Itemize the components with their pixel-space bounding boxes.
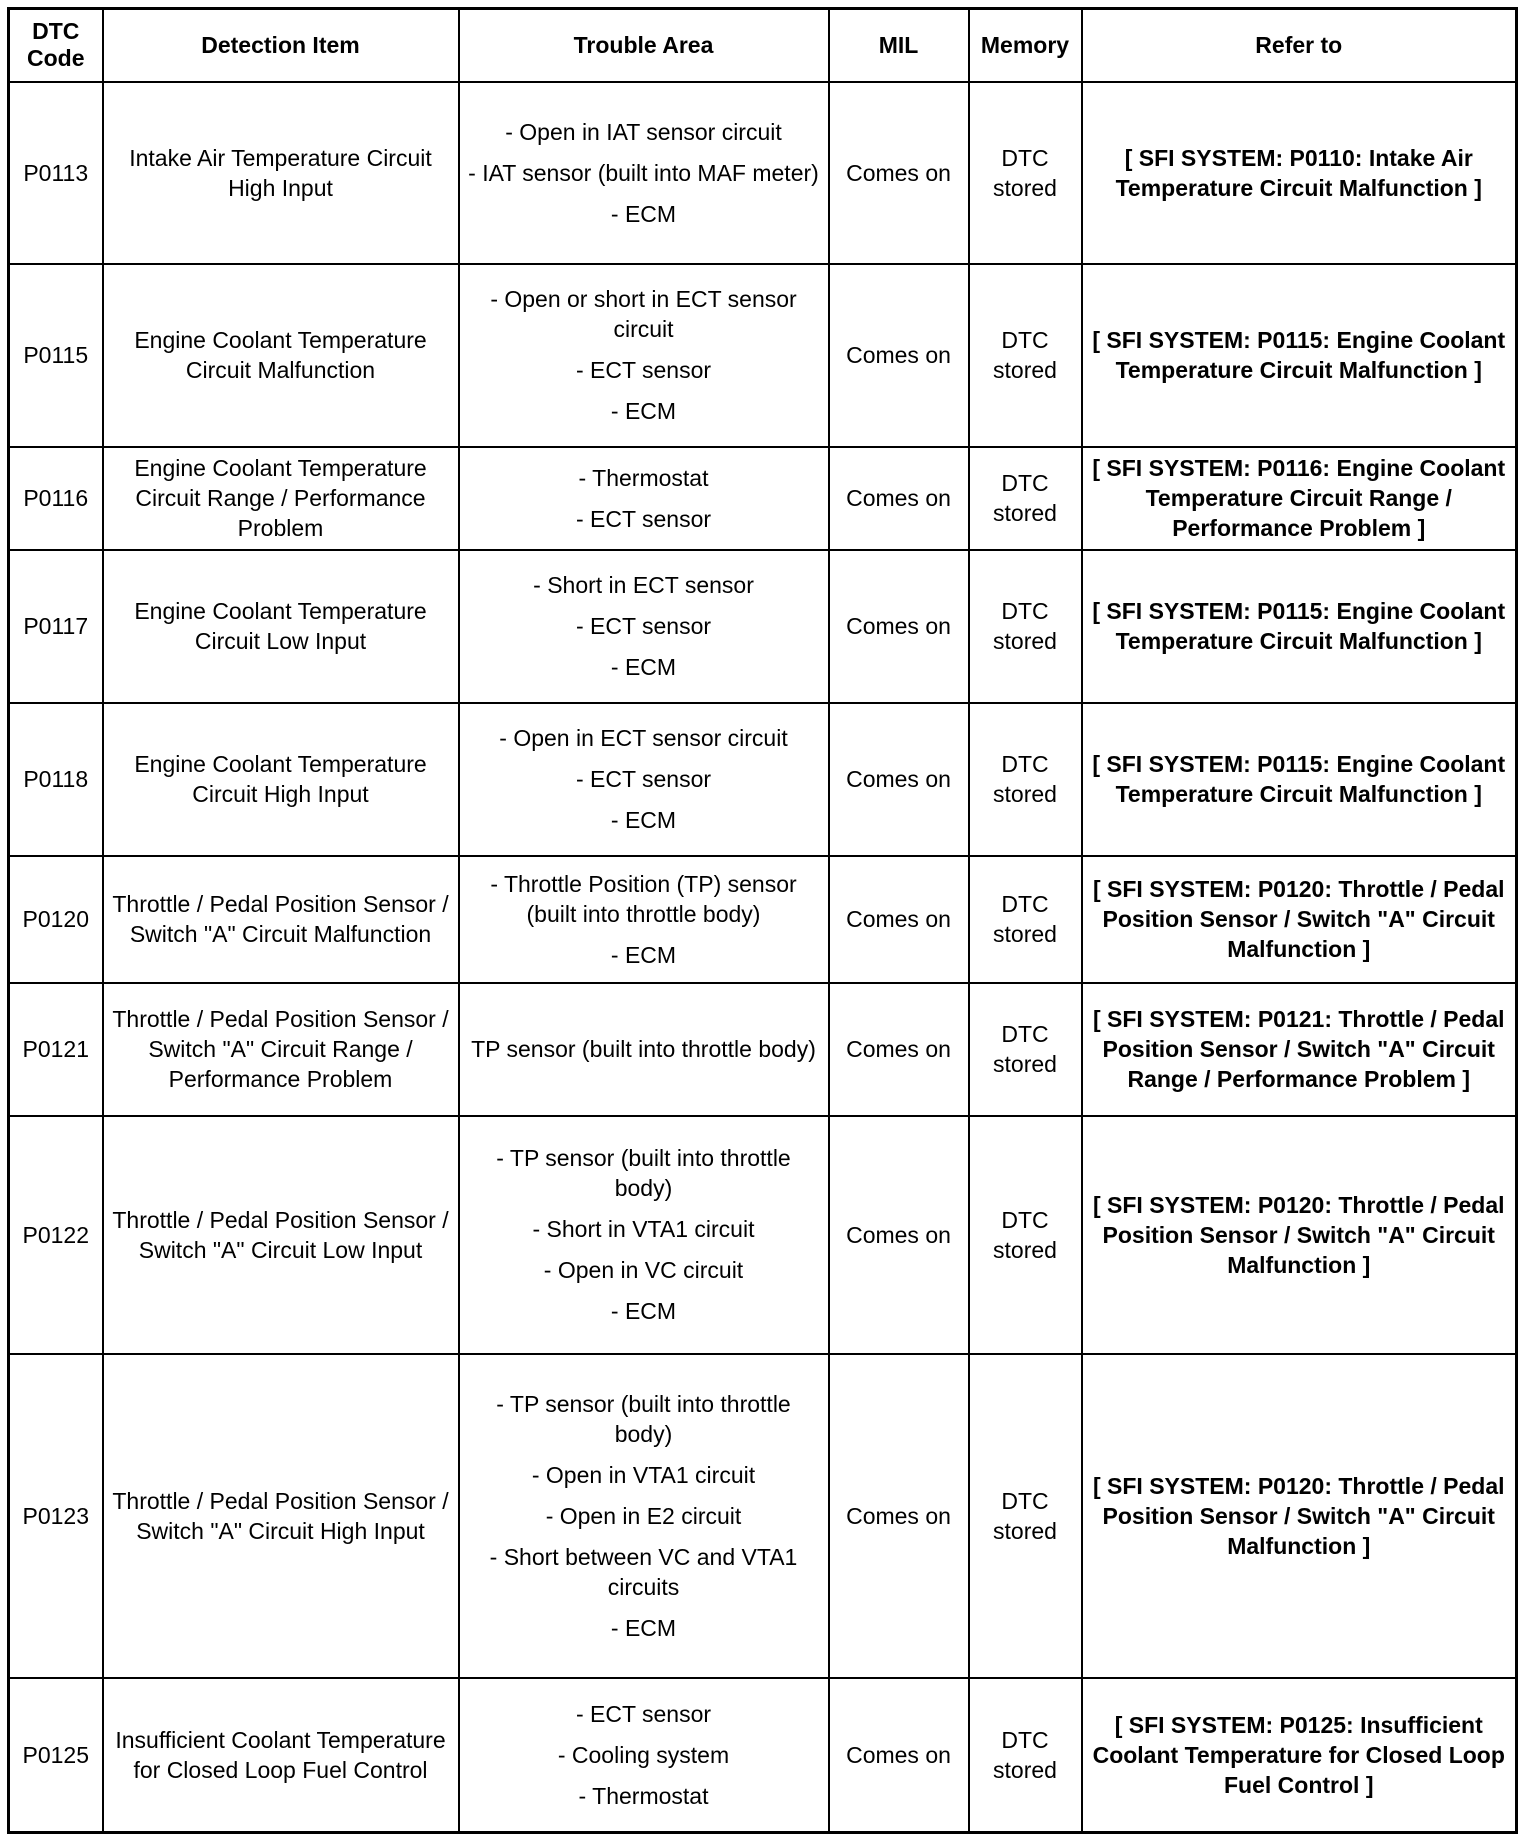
detection-item-cell: Engine Coolant Temperature Circuit Range / Performance Problem — [103, 447, 459, 550]
trouble-area-item: - ECM — [610, 941, 677, 968]
trouble-area-item: - Throttle Position (TP) sensor (built into throttle body) — [490, 870, 797, 927]
table-row — [9, 550, 1517, 703]
trouble-area-item: - Open in VC circuit — [543, 1257, 744, 1283]
detection-item-cell: Throttle / Pedal Position Sensor / Switch "A" Circuit Low Input — [103, 1116, 459, 1354]
trouble-area-item: - ECT sensor — [575, 357, 712, 383]
refer-to-cell: [ SFI SYSTEM: P0120: Throttle / Pedal Position Sensor / Switch "A" Circuit Malfunction ] — [1082, 1116, 1517, 1354]
detection-item-cell: Throttle / Pedal Position Sensor / Switch "A" Circuit Range / Performance Problem — [103, 983, 459, 1116]
trouble-area-item: - ECM — [610, 807, 677, 833]
mil-cell: Comes on — [829, 983, 969, 1116]
trouble-area-item: - ECM — [610, 1298, 677, 1324]
memory-cell: DTC stored — [969, 983, 1082, 1116]
trouble-area-item: - ECT sensor — [575, 613, 712, 639]
detection-item-cell: Engine Coolant Temperature Circuit High Input — [103, 703, 459, 856]
trouble-area-item: - Thermostat — [578, 1782, 709, 1809]
dtc-code-cell: P0120 — [9, 856, 103, 983]
trouble-area-item: - ECM — [610, 654, 677, 680]
refer-to-cell: [ SFI SYSTEM: P0115: Engine Coolant Temperature Circuit Malfunction ] — [1082, 550, 1517, 703]
trouble-area-cell — [459, 82, 829, 264]
dtc-code-cell: P0122 — [9, 1116, 103, 1354]
memory-cell: DTC stored — [969, 1354, 1082, 1678]
trouble-area-item: - Open or short in ECT sensor circuit — [490, 286, 797, 342]
table-row — [9, 983, 1517, 1116]
trouble-area-cell — [459, 1116, 829, 1354]
trouble-area-cell — [459, 264, 829, 447]
table-row — [9, 264, 1517, 447]
memory-cell: DTC stored — [969, 264, 1082, 447]
mil-cell: Comes on — [829, 447, 969, 550]
trouble-area-cell — [459, 703, 829, 856]
mil-cell: Comes on — [829, 1116, 969, 1354]
mil-cell: Comes on — [829, 856, 969, 983]
table-row — [9, 1354, 1517, 1678]
trouble-area-item: - ECT sensor — [575, 766, 712, 792]
trouble-area-item: - ECT sensor — [575, 505, 712, 532]
trouble-area-item: TP sensor (built into throttle body) — [471, 1036, 816, 1062]
dtc-table — [7, 7, 1518, 1834]
trouble-area-cell — [459, 447, 829, 550]
trouble-area-item: - ECM — [610, 398, 677, 424]
detection-item-cell: Intake Air Temperature Circuit High Input — [103, 82, 459, 264]
trouble-area-item: - TP sensor (built into throttle body) — [496, 1145, 791, 1201]
detection-item-cell: Throttle / Pedal Position Sensor / Switch "A" Circuit Malfunction — [103, 856, 459, 983]
trouble-area-cell — [459, 983, 829, 1116]
refer-to-cell: [ SFI SYSTEM: P0115: Engine Coolant Temperature Circuit Malfunction ] — [1082, 264, 1517, 447]
trouble-area-item: - Short in ECT sensor — [533, 572, 754, 598]
memory-cell: DTC stored — [969, 447, 1082, 550]
header-refer-to: Refer to — [1082, 9, 1517, 82]
refer-to-cell: [ SFI SYSTEM: P0110: Intake Air Temperature Circuit Malfunction ] — [1082, 82, 1517, 264]
dtc-code-cell: P0113 — [9, 82, 103, 264]
trouble-area-cell — [459, 1678, 829, 1833]
dtc-code-cell: P0125 — [9, 1678, 103, 1833]
header-memory: Memory — [969, 9, 1082, 82]
header-mil: MIL — [829, 9, 969, 82]
trouble-area-item: - Open in VTA1 circuit — [531, 1461, 756, 1488]
detection-item-cell: Throttle / Pedal Position Sensor / Switch "A" Circuit High Input — [103, 1354, 459, 1678]
memory-cell: DTC stored — [969, 856, 1082, 983]
mil-cell: Comes on — [829, 82, 969, 264]
dtc-code-cell: P0121 — [9, 983, 103, 1116]
table-row — [9, 856, 1517, 983]
memory-cell: DTC stored — [969, 1678, 1082, 1833]
dtc-code-cell: P0123 — [9, 1354, 103, 1678]
table-body — [9, 82, 1517, 1833]
detection-item-cell: Engine Coolant Temperature Circuit Low Input — [103, 550, 459, 703]
trouble-area-item: - Thermostat — [578, 464, 709, 491]
mil-cell: Comes on — [829, 1678, 969, 1833]
refer-to-cell: [ SFI SYSTEM: P0120: Throttle / Pedal Position Sensor / Switch "A" Circuit Malfunction ] — [1082, 856, 1517, 983]
mil-cell: Comes on — [829, 550, 969, 703]
trouble-area-cell — [459, 550, 829, 703]
dtc-code-cell: P0117 — [9, 550, 103, 703]
trouble-area-item: - ECT sensor — [575, 1700, 712, 1727]
mil-cell: Comes on — [829, 703, 969, 856]
trouble-area-item: - TP sensor (built into throttle body) — [496, 1390, 791, 1447]
header-trouble-area: Trouble Area — [459, 9, 829, 82]
trouble-area-cell — [459, 1354, 829, 1678]
memory-cell: DTC stored — [969, 703, 1082, 856]
trouble-area-item: - Open in ECT sensor circuit — [499, 725, 788, 751]
table-row — [9, 703, 1517, 856]
refer-to-cell: [ SFI SYSTEM: P0120: Throttle / Pedal Position Sensor / Switch "A" Circuit Malfunction ] — [1082, 1354, 1517, 1678]
refer-to-cell: [ SFI SYSTEM: P0121: Throttle / Pedal Position Sensor / Switch "A" Circuit Range / Performance Problem ] — [1082, 983, 1517, 1116]
header-detection-item: Detection Item — [103, 9, 459, 82]
trouble-area-item: - Short in VTA1 circuit — [532, 1216, 755, 1242]
dtc-code-cell: P0118 — [9, 703, 103, 856]
trouble-area-item: - Short between VC and VTA1 circuits — [489, 1543, 798, 1600]
trouble-area-item: - ECM — [610, 200, 677, 227]
refer-to-cell: [ SFI SYSTEM: P0125: Insufficient Coolant Temperature for Closed Loop Fuel Control ] — [1082, 1678, 1517, 1833]
trouble-area-item: - IAT sensor (built into MAF meter) — [468, 159, 819, 186]
trouble-area-cell — [459, 856, 829, 983]
detection-item-cell: Engine Coolant Temperature Circuit Malfunction — [103, 264, 459, 447]
dtc-code-cell: P0115 — [9, 264, 103, 447]
detection-item-cell: Insufficient Coolant Temperature for Closed Loop Fuel Control — [103, 1678, 459, 1833]
memory-cell: DTC stored — [969, 550, 1082, 703]
memory-cell: DTC stored — [969, 82, 1082, 264]
trouble-area-item: - Open in IAT sensor circuit — [505, 118, 782, 145]
table-row — [9, 1678, 1517, 1833]
header-row — [9, 9, 1517, 82]
refer-to-cell: [ SFI SYSTEM: P0115: Engine Coolant Temperature Circuit Malfunction ] — [1082, 703, 1517, 856]
table-row — [9, 82, 1517, 264]
header-dtc-code: DTC Code — [9, 9, 103, 82]
table-row — [9, 1116, 1517, 1354]
table-row — [9, 447, 1517, 550]
dtc-code-cell: P0116 — [9, 447, 103, 550]
trouble-area-item: - ECM — [610, 1614, 677, 1641]
memory-cell: DTC stored — [969, 1116, 1082, 1354]
mil-cell: Comes on — [829, 1354, 969, 1678]
mil-cell: Comes on — [829, 264, 969, 447]
refer-to-cell: [ SFI SYSTEM: P0116: Engine Coolant Temperature Circuit Range / Performance Problem ] — [1082, 447, 1517, 550]
trouble-area-item: - Cooling system — [557, 1741, 730, 1768]
trouble-area-item: - Open in E2 circuit — [545, 1502, 742, 1529]
